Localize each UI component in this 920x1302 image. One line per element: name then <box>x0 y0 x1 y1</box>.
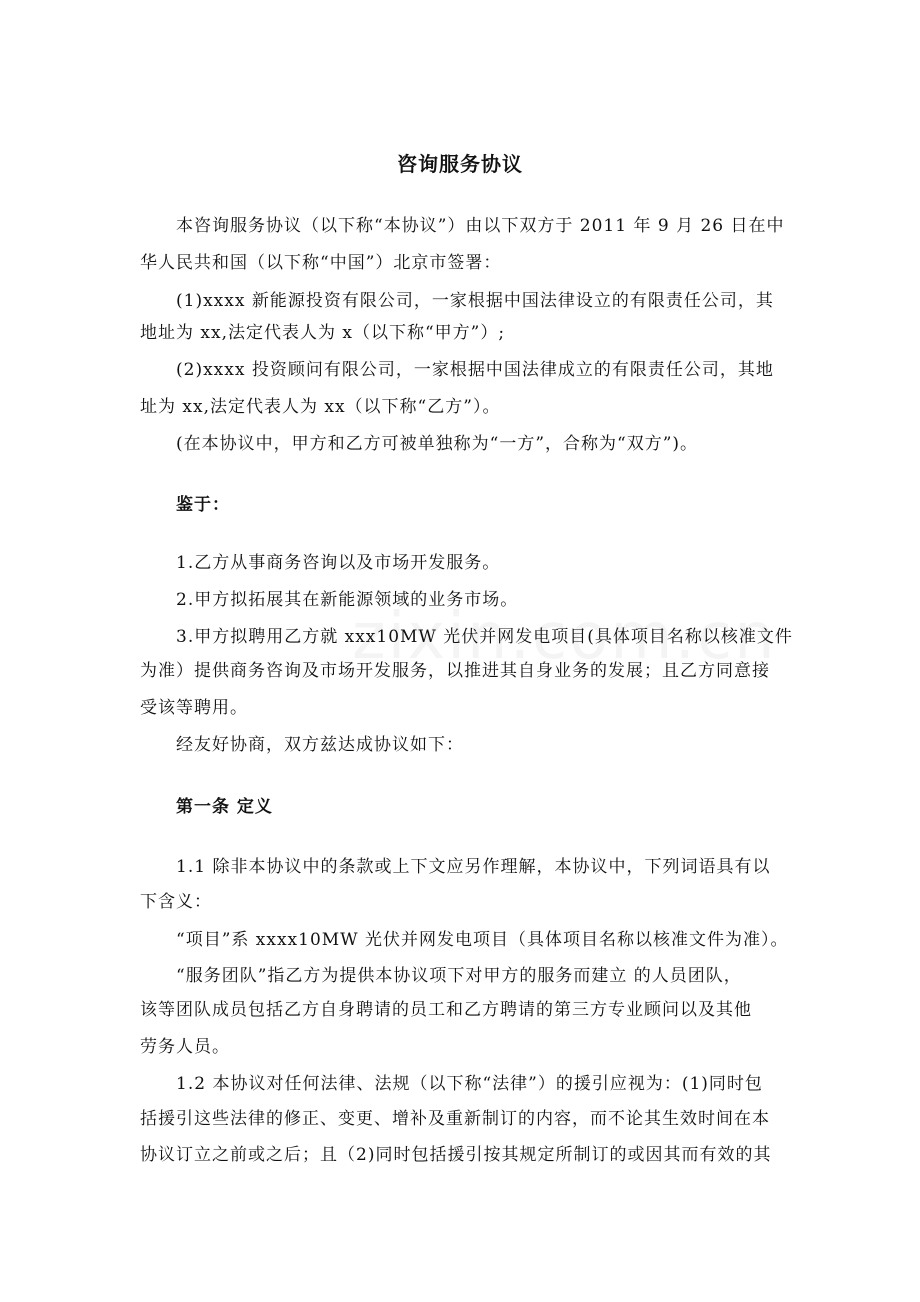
clause-1-1-line-1: 1.1 除非本协议中的条款或上下文应另作理解，本协议中，下列词语具有以 <box>176 857 771 877</box>
definition-team-line-2: 该等团队成员包括乙方自身聘请的员工和乙方聘请的第三方专业顾问以及其他 <box>140 1000 752 1020</box>
whereas-heading: 鉴于： <box>176 495 230 515</box>
definition-team-line-3: 劳务人员。 <box>140 1037 230 1057</box>
clause-1-2-line-2: 括援引这些法律的修正、变更、增补及重新制订的内容，而不论其生效时间在本 <box>140 1109 770 1129</box>
recital-1: 1.乙方从事商务咨询以及市场开发服务。 <box>176 553 501 573</box>
recital-3-line-1: 3.甲方拟聘用乙方就 xxx10MW 光伏并网发电项目(具体项目名称以核准文件 <box>176 627 793 647</box>
preamble-line-2: 华人民共和国（以下称“中国”）北京市签署： <box>140 253 502 273</box>
document-title: 咨询服务协议 <box>397 152 523 176</box>
definition-project: “项目”系 xxxx10MW 光伏并网发电项目（具体项目名称以核准文件为准）。 <box>176 930 789 950</box>
recital-3-line-3: 受该等聘用。 <box>140 698 248 718</box>
clause-1-2-line-1: 1.2 本协议对任何法律、法规（以下称“法律”）的援引应视为：(1)同时包 <box>176 1074 763 1094</box>
preamble-line-1: 本咨询服务协议（以下称“本协议”）由以下双方于 2011 年 9 月 26 日在中 <box>176 216 785 236</box>
parties-note: (在本协议中，甲方和乙方可被单独称为“一方”，合称为“双方”)。 <box>176 434 699 454</box>
agreement-intro: 经友好协商，双方兹达成协议如下： <box>176 735 464 755</box>
definition-team-line-1: “服务团队”指乙方为提供本协议项下对甲方的服务而建立 的人员团队， <box>176 966 742 986</box>
recital-2: 2.甲方拟拓展其在新能源领域的业务市场。 <box>176 590 519 610</box>
clause-1-2-line-3: 协议订立之前或之后；且（2)同时包括援引按其规定所制订的或因其而有效的其 <box>140 1145 772 1165</box>
recital-3-line-2: 为准）提供商务咨询及市场开发服务，以推进其自身业务的发展；且乙方同意接 <box>140 661 770 681</box>
party-b-line-1: (2)xxxx 投资顾问有限公司，一家根据中国法律成立的有限责任公司，其地 <box>176 360 774 380</box>
party-b-line-2: 址为 xx,法定代表人为 xx（以下称“乙方”）。 <box>140 397 501 417</box>
clause-1-1-line-2: 下含义： <box>140 892 212 912</box>
party-a-line-2: 地址为 xx,法定代表人为 x（以下称“甲方”）; <box>140 323 506 343</box>
party-a-line-1: (1)xxxx 新能源投资有限公司，一家根据中国法律设立的有限责任公司，其 <box>176 291 774 311</box>
article-1-heading: 第一条 定义 <box>176 797 273 817</box>
